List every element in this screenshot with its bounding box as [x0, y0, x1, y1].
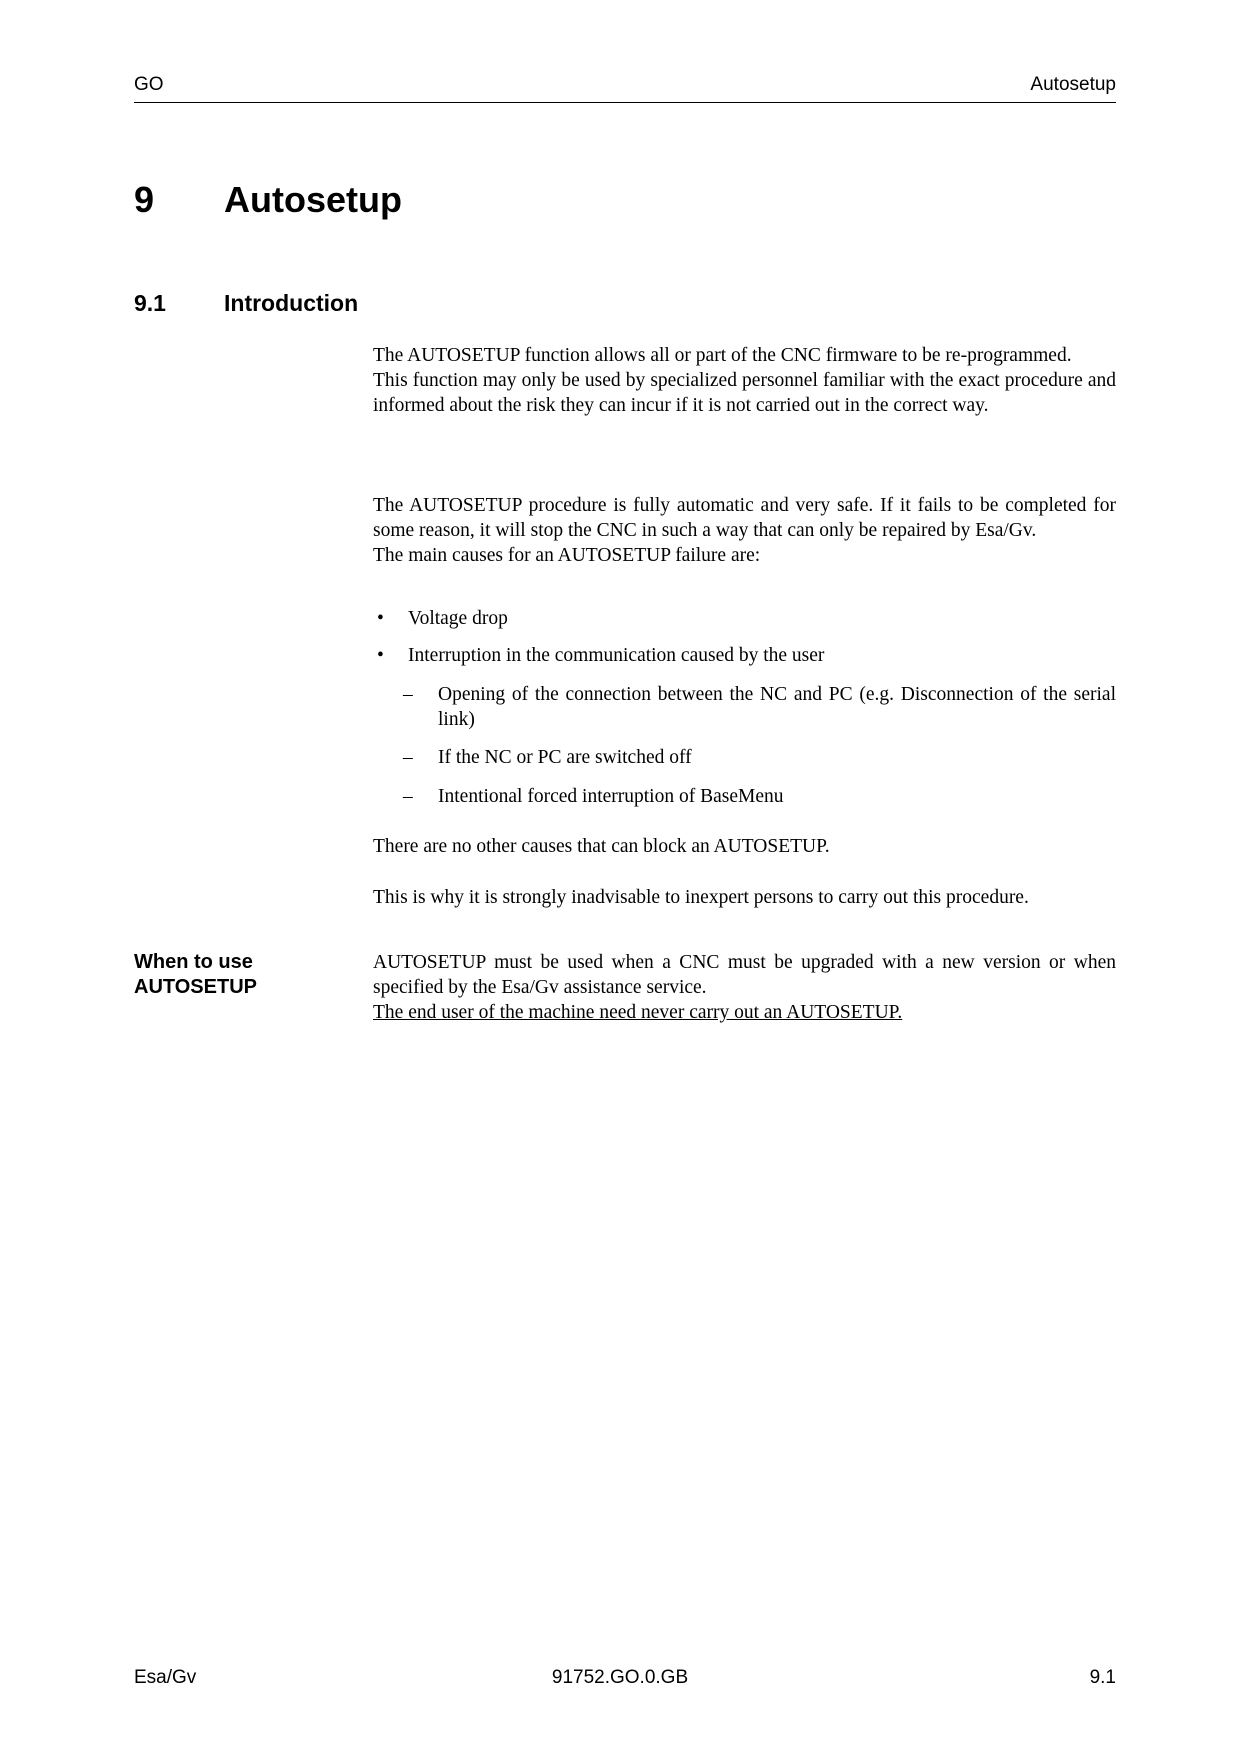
header-right: Autosetup — [1030, 74, 1116, 95]
side-heading-line-2: AUTOSETUP — [134, 976, 257, 998]
bullet-mark: • — [377, 645, 384, 666]
closing-paragraph-1: There are no other causes that can block an AUTOSETUP. — [373, 836, 830, 857]
footer-left: Esa/Gv — [134, 1667, 197, 1688]
chapter-number: 9 — [134, 179, 155, 220]
chapter-heading — [134, 178, 402, 222]
section-title: Introduction — [224, 290, 359, 316]
bullet-text: Voltage drop — [408, 608, 508, 629]
when-underlined-note: The end user of the machine need never carry out an AUTOSETUP. — [373, 1002, 903, 1023]
dash-mark: – — [403, 786, 413, 807]
side-heading-line-1: When to use — [134, 951, 253, 973]
section-heading — [134, 288, 358, 318]
dash-mark: – — [403, 684, 413, 705]
intro-paragraph-3: The AUTOSETUP procedure is fully automatic and very safe. If it fails to be completed for some reason, it will stop the CNC in such a way that can only be repaired by Esa/Gv. — [373, 495, 1116, 541]
dash-text: Intentional forced interruption of BaseMenu — [438, 786, 784, 807]
side-heading — [134, 950, 257, 1000]
when-paragraph: AUTOSETUP must be used when a CNC must be upgraded with a new version or when specified by the Esa/Gv assistance service. — [373, 952, 1116, 998]
header-left: GO — [134, 74, 164, 95]
dash-text: If the NC or PC are switched off — [438, 747, 692, 768]
section-number: 9.1 — [134, 290, 166, 316]
dash-mark: – — [403, 747, 413, 768]
dash-text: Opening of the connection between the NC and PC (e.g. Disconnection of the serial link) — [438, 684, 1116, 730]
intro-block-2 — [373, 493, 1116, 568]
chapter-title: Autosetup — [224, 179, 402, 220]
intro-paragraph-4: The main causes for an AUTOSETUP failure are: — [373, 545, 761, 566]
footer-center: 91752.GO.0.GB — [551, 1667, 689, 1688]
intro-block-1 — [373, 343, 1116, 418]
intro-paragraph-2: This function may only be used by specialized personnel familiar with the exact procedure and informed about the risk they can incur if it is not carried out in the correct way. — [373, 370, 1116, 416]
when-block — [373, 950, 1116, 1025]
intro-paragraph-1: The AUTOSETUP function allows all or part of the CNC firmware to be re-programmed. — [373, 345, 1072, 366]
bullet-mark: • — [377, 608, 384, 629]
closing-paragraph-2: This is why it is strongly inadvisable to inexpert persons to carry out this procedure. — [373, 887, 1029, 908]
page-header — [134, 74, 1116, 103]
bullet-text: Interruption in the communication caused by the user — [408, 645, 825, 666]
footer-page-number: 9.1 — [1089, 1667, 1116, 1688]
